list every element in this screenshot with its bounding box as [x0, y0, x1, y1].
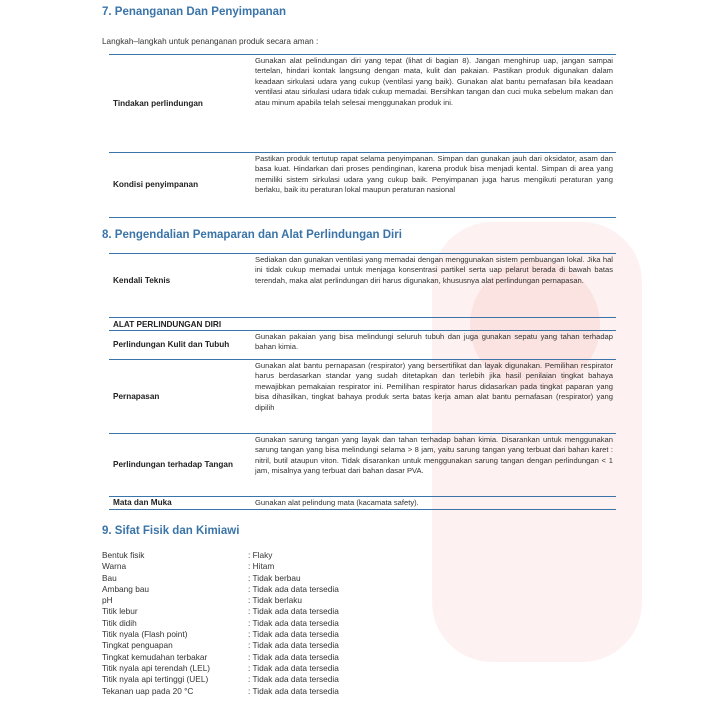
row-label: Kondisi penyimpanan	[113, 180, 199, 190]
list-item	[102, 595, 448, 606]
property-name: Ambang bau	[102, 583, 150, 594]
section-8-title: 8. Pengendalian Pemaparan dan Alat Perlindungan Diri	[102, 229, 402, 241]
row-text: Gunakan sarung tangan yang layak dan tahan terhadap bahan kimia. Disarankan untuk menggunakan sarung tangan yang bisa melindungi selama > 8 jam, yaitu sarung tangan yang terbuat dari bahan karet : nitril, butil ataupun viton. Tidak disarankan untuk menggunakan sarung tangan dengan perlindungan < 1 jam, misalnya yang terbuat dari bahan dasar PVA.	[255, 435, 613, 476]
row-text: Pastikan produk tertutup rapat selama penyimpanan. Simpan dan gunakan jauh dari oksidator, asam dan basa kuat. Hindarkan dari proses pendinginan, karena produk bisa menjadi kental. Simpan di area yang memiliki sistem sirkulasi udara yang cukup baik. Penyimpanan juga harus mengikuti peraturan yang berlaku, baik itu peraturan lokal maupun peraturan nasional	[255, 154, 613, 195]
row-label: Perlindungan Kulit dan Tubuh	[113, 340, 230, 350]
property-value: : Tidak ada data tersedia	[248, 606, 339, 617]
section-9-title: 9. Sifat Fisik dan Kimiawi	[102, 525, 240, 537]
property-name: Titik nyala api tertinggi (UEL)	[102, 674, 209, 685]
property-value: : Tidak berlaku	[248, 595, 302, 606]
list-item	[102, 550, 448, 561]
list-item	[102, 652, 448, 663]
handling-table	[109, 54, 616, 218]
list-item	[102, 663, 448, 674]
row-text: Gunakan alat pelindungan diri yang tepat (lihat di bagian 8). Jangan menghirup uap, jangan sampai tertelan, hindari kontak langsung dengan mata, kulit dan pakaian. Pastikan produk digunakan dalam keadaan sirkulasi udara yang cukup (ventilasi yang baik). Gunakan alat bantu pernafasan bila keadaan ventilasi atau sirkulasi udara tidak cukup memadai. Bersihkan tangan dan cuci muka sebelum makan dan atau minum apabila telah selesai menggunakan produk ini.	[255, 56, 613, 107]
property-name: Tingkat kemudahan terbakar	[102, 651, 208, 662]
property-value: : Tidak ada data tersedia	[248, 617, 339, 628]
list-item	[102, 629, 448, 640]
section-7-title: 7. Penanganan Dan Penyimpanan	[102, 6, 287, 18]
properties-list	[102, 550, 448, 697]
spacer	[109, 307, 616, 317]
property-value: : Tidak ada data tersedia	[248, 651, 339, 662]
section-7-intro: Langkah–langkah untuk penanganan produk secara aman :	[102, 37, 319, 46]
property-name: Titik didih	[102, 617, 137, 628]
list-item	[102, 584, 448, 595]
table-row	[109, 54, 616, 152]
property-name: Titik lebur	[102, 606, 138, 617]
list-item	[102, 674, 448, 685]
property-name: Tekanan uap pada 20 °C	[102, 685, 194, 696]
row-text: Gunakan alat pelindung mata (kacamata safety).	[255, 498, 419, 507]
property-name: Titik nyala (Flash point)	[102, 629, 188, 640]
property-name: pH	[102, 595, 113, 606]
property-value: : Tidak berbau	[248, 572, 301, 583]
row-label: Perlindungan terhadap Tangan	[113, 460, 233, 470]
table-row	[109, 359, 616, 433]
property-value: : Tidak ada data tersedia	[248, 674, 339, 685]
table-row	[109, 433, 616, 496]
apd-heading: ALAT PERLINDUNGAN DIRI	[109, 317, 616, 330]
property-value: : Tidak ada data tersedia	[248, 685, 339, 696]
table-row	[109, 330, 616, 359]
property-name: Titik nyala api terendah (LEL)	[102, 662, 211, 673]
property-value: : Tidak ada data tersedia	[248, 640, 339, 651]
row-text: Gunakan pakaian yang bisa melindungi seluruh tubuh dan juga gunakan sepatu yang tahan terhadap bahan kimia.	[255, 332, 613, 352]
property-name: Bentuk fisik	[102, 550, 145, 560]
row-text: Sediakan dan gunakan ventilasi yang memadai dengan menggunakan sistem pembuangan lokal. Jika hal ini tidak cukup memadai untuk menjaga konsentrasi partikel serta uap pelarut berada di bawah batas terendah, maka alat perlindungan diri harus digunakan, khususnya alat perlindungan pernapasan.	[255, 255, 613, 285]
row-label: Mata dan Muka	[113, 498, 172, 508]
row-label: Tindakan perlindungan	[113, 98, 203, 108]
property-name: Bau	[102, 572, 117, 583]
list-item	[102, 618, 448, 629]
property-value: : Tidak ada data tersedia	[248, 629, 339, 640]
table-row	[109, 496, 616, 510]
list-item	[102, 573, 448, 584]
property-value: : Tidak ada data tersedia	[248, 662, 339, 673]
row-text: Gunakan alat bantu pernapasan (respirator) yang bersertifikat dan layak digunakan. Pemilihan respirator harus berdasarkan standar yang sudah ditetapkan dan terlebih jika hasil penilaian tingkat bahaya mewajibkan pemakaian respirator ini. Pemilihan respirator harus didasarkan pada tingkat paparan yang bisa dihasilkan, tingkat bahaya produk serta batas kerja aman alat bantu pernafasan (respirator) yang dipilih	[255, 361, 613, 412]
row-label: Pernapasan	[113, 391, 160, 401]
property-value: : Tidak ada data tersedia	[248, 583, 339, 594]
property-value: : Hitam	[248, 561, 275, 572]
list-item	[102, 561, 448, 572]
exposure-table	[109, 253, 616, 510]
list-item	[102, 686, 448, 697]
row-label: Kendali Teknis	[113, 275, 171, 285]
table-row	[109, 152, 616, 218]
table-row	[109, 253, 616, 307]
list-item	[102, 606, 448, 617]
property-name: Warna	[102, 561, 127, 572]
property-name: Tingkat penguapan	[102, 640, 173, 651]
list-item	[102, 640, 448, 651]
property-value: : Flaky	[248, 550, 273, 560]
